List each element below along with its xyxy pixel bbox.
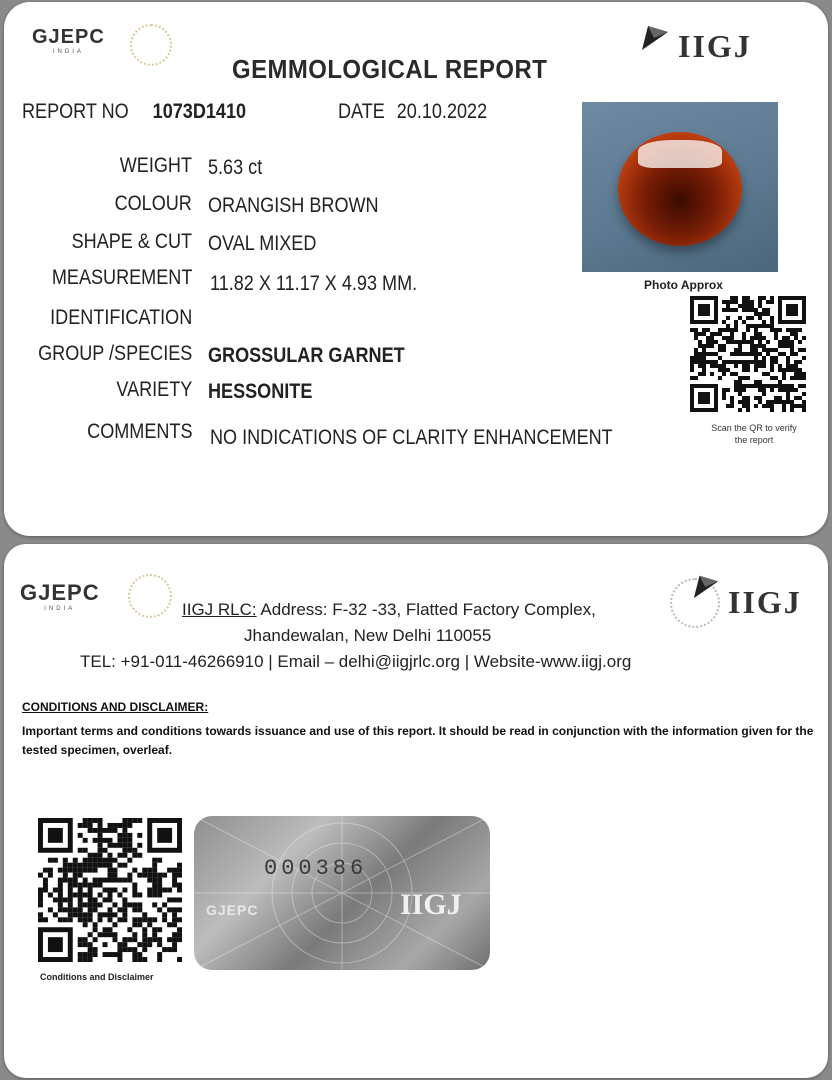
gjepc-logo-sub: INDIA	[52, 49, 84, 55]
address-line-1	[182, 600, 596, 620]
contact-line: TEL: +91-011-46266910 | Email – delhi@iigjrlc.org | Website-www.iigj.org	[80, 652, 632, 671]
report-title: GEMMOLOGICAL REPORT	[232, 54, 548, 84]
iigj-arrow-icon	[640, 22, 670, 52]
field-label-variety: VARIETY	[116, 378, 192, 401]
report-no-value: 1073D1410	[152, 100, 247, 123]
address-line-1-text: Address: F-32 -33, Flatted Factory Complex,	[260, 600, 596, 619]
hologram-iigj-logo: IIGJ	[400, 888, 462, 921]
hologram-serial: 000386	[264, 856, 368, 881]
report-back-card	[4, 544, 828, 1078]
gem-facet-highlight	[638, 140, 722, 168]
field-value-variety: HESSONITE	[208, 380, 313, 403]
gem-stone-image	[618, 132, 742, 246]
field-label-measurement: MEASUREMENT	[51, 266, 192, 289]
verify-qr-code[interactable]	[690, 296, 806, 412]
security-hologram	[194, 816, 490, 970]
iigj-logo-back	[670, 572, 810, 632]
conditions-text: Important terms and conditions towards issuance and use of this report. It should be read in conjunction with the information given for the tested specimen, overleaf.	[22, 724, 814, 757]
field-value-group-species: GROSSULAR GARNET	[208, 344, 405, 367]
gem-photo	[582, 102, 778, 272]
field-label-weight: WEIGHT	[119, 154, 192, 177]
report-front-card	[4, 2, 828, 536]
field-label-group-species: GROUP /SPECIES	[37, 342, 192, 365]
address-line-2: Jhandewalan, New Delhi 110055	[244, 626, 492, 645]
field-value-shape-cut: OVAL MIXED	[208, 232, 317, 255]
gjepc-logo-text: GJEPC	[32, 26, 105, 48]
date-label: DATE	[338, 100, 385, 123]
conditions-qr-caption: Conditions and Disclaimer	[40, 972, 154, 982]
field-value-comments: NO INDICATIONS OF CLARITY ENHANCEMENT	[210, 426, 613, 449]
field-label-comments: COMMENTS	[86, 420, 192, 443]
gjepc-seal-back-icon	[128, 574, 172, 618]
iigj-logo-text: IIGJ	[678, 28, 752, 64]
conditions-heading: CONDITIONS AND DISCLAIMER:	[22, 700, 209, 714]
report-number-line	[22, 100, 246, 124]
photo-caption: Photo Approx	[644, 278, 723, 292]
address-label: IIGJ RLC:	[182, 600, 257, 619]
iigj-arrow-back-icon	[692, 572, 720, 600]
gjepc-logo-back-sub: INDIA	[44, 606, 76, 612]
field-value-colour: ORANGISH BROWN	[208, 194, 379, 217]
field-value-weight: 5.63 ct	[208, 156, 263, 179]
report-no-label: REPORT NO	[22, 100, 129, 123]
iigj-logo	[640, 20, 770, 70]
field-value-measurement: 11.82 X 11.17 X 4.93 MM.	[210, 272, 418, 295]
conditions-qr-code[interactable]	[38, 818, 182, 962]
date-value: 20.10.2022	[396, 100, 488, 123]
scan-qr-caption: Scan the QR to verify the report	[711, 423, 797, 445]
hologram-gjepc-logo: GJEPC	[206, 902, 259, 918]
iigj-logo-back-text: IIGJ	[728, 584, 802, 620]
gjepc-logo-back-text: GJEPC	[20, 580, 100, 605]
gjepc-seal-icon	[130, 24, 172, 66]
gjepc-logo-back	[20, 580, 100, 612]
field-label-identification: IDENTIFICATION	[49, 306, 192, 329]
report-date-line	[338, 100, 487, 124]
field-label-shape-cut: SHAPE & CUT	[71, 230, 192, 253]
field-label-colour: COLOUR	[114, 192, 192, 215]
gjepc-logo	[32, 26, 105, 55]
